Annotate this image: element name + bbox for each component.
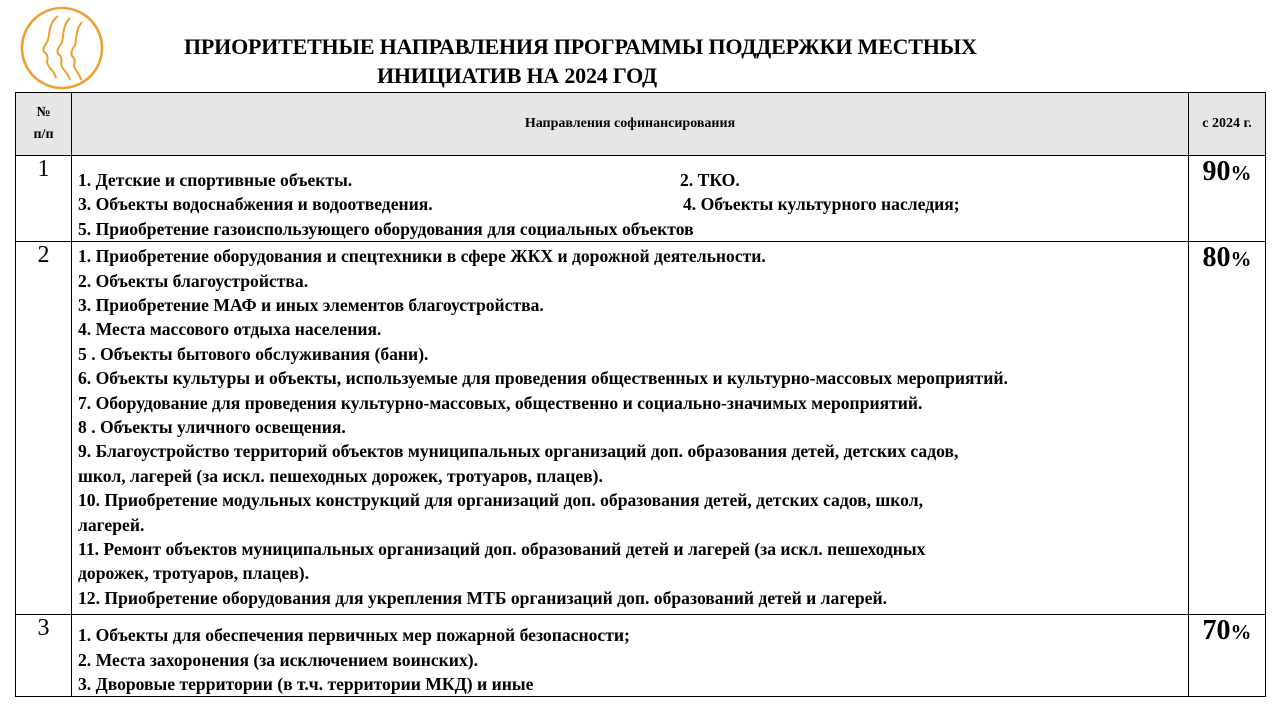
row-number: 2: [16, 242, 72, 615]
percent-value: 80: [1202, 242, 1231, 274]
row-directions: [72, 242, 1189, 615]
row-directions: [72, 615, 1189, 697]
table-row: [16, 615, 1266, 697]
list-item: 5. Приобретение газоиспользующего оборудования для социальных объектов: [78, 218, 694, 239]
faces-profile-logo-icon: [18, 6, 110, 90]
list-item: 1. Детские и спортивные объекты.: [78, 170, 353, 190]
list-item: 3. Приобретение МАФ и иных элементов благоустройства.: [78, 295, 544, 315]
table-header-row: [16, 93, 1266, 156]
percent-sign: %: [1230, 620, 1252, 645]
row-percent: [1189, 156, 1266, 242]
table-row: [16, 242, 1266, 615]
list-item: 3. Дворовые территории (в т.ч. территории МКД) и иные: [78, 674, 534, 694]
header-directions: Направления софинансирования: [72, 93, 1189, 156]
list-item: 3. Объекты водоснабжения и водоотведения.: [78, 194, 433, 215]
list-item: 11. Ремонт объектов муниципальных организаций доп. образований детей и лагерей (за искл. пешеходных: [78, 539, 926, 560]
percent-sign: %: [1230, 161, 1252, 185]
list-item-pair: [78, 168, 1188, 192]
list-item: 1. Приобретение оборудования и спецтехники в сфере ЖКХ и дорожной деятельности.: [78, 246, 766, 267]
list-item: 2. Объекты благоустройства.: [78, 270, 309, 291]
list-item-pair: [78, 192, 1188, 216]
list-item: 5 . Объекты бытового обслуживания (бани).: [78, 343, 429, 364]
list-item: 9. Благоустройство территорий объектов муниципальных организаций доп. образования детей, детских садов,: [78, 441, 959, 462]
list-item: 2. Места захоронения (за исключением воинских).: [78, 649, 478, 670]
row-percent: [1189, 242, 1266, 615]
priority-directions-table: [15, 92, 1266, 697]
page-title-line2: ИНИЦИАТИВ НА 2024 ГОД: [377, 63, 657, 88]
list-item: лагерей.: [78, 514, 145, 535]
header-number: [16, 93, 72, 156]
percent-value: 90: [1202, 156, 1231, 187]
percent-sign: %: [1230, 247, 1252, 272]
list-item: 10. Приобретение модульных конструкций для организаций доп. образования детей, детских садов, школ,: [78, 490, 923, 511]
list-item: 7. Оборудование для проведения культурно-массовых, общественно и социально-значимых мероприятий.: [78, 392, 923, 413]
list-item: 8 . Объекты уличного освещения.: [78, 417, 346, 438]
row-directions: [72, 156, 1189, 242]
list-item: 1. Объекты для обеспечения первичных мер пожарной безопасности;: [78, 625, 630, 646]
list-item: 2. ТКО.: [680, 170, 740, 190]
header-number-sign: №: [36, 105, 51, 120]
list-item: 4. Объекты культурного наследия;: [683, 194, 960, 215]
page-title: [120, 32, 1220, 90]
list-item: дорожек, тротуаров, плацев).: [78, 563, 310, 584]
page-title-line1: ПРИОРИТЕТНЫЕ НАПРАВЛЕНИЯ ПРОГРАММЫ ПОДДЕРЖКИ МЕСТНЫХ: [184, 34, 977, 59]
row-number: 3: [16, 615, 72, 697]
list-item: школ, лагерей (за искл. пешеходных дорожек, тротуаров, плацев).: [78, 465, 603, 486]
row-percent: [1189, 615, 1266, 697]
percent-value: 70: [1202, 615, 1231, 647]
header-number-abbr: п/п: [33, 127, 54, 142]
header-from-year: с 2024 г.: [1189, 93, 1266, 156]
list-item: 6. Объекты культуры и объекты, используемые для проведения общественных и культурно-массовых мероприятий.: [78, 368, 1008, 389]
list-item: 4. Места массового отдыха населения.: [78, 319, 382, 340]
list-item: 12. Приобретение оборудования для укрепления МТБ организаций доп. образований детей и лагерей.: [78, 587, 888, 608]
table-row: [16, 156, 1266, 242]
row-number: 1: [16, 156, 72, 242]
